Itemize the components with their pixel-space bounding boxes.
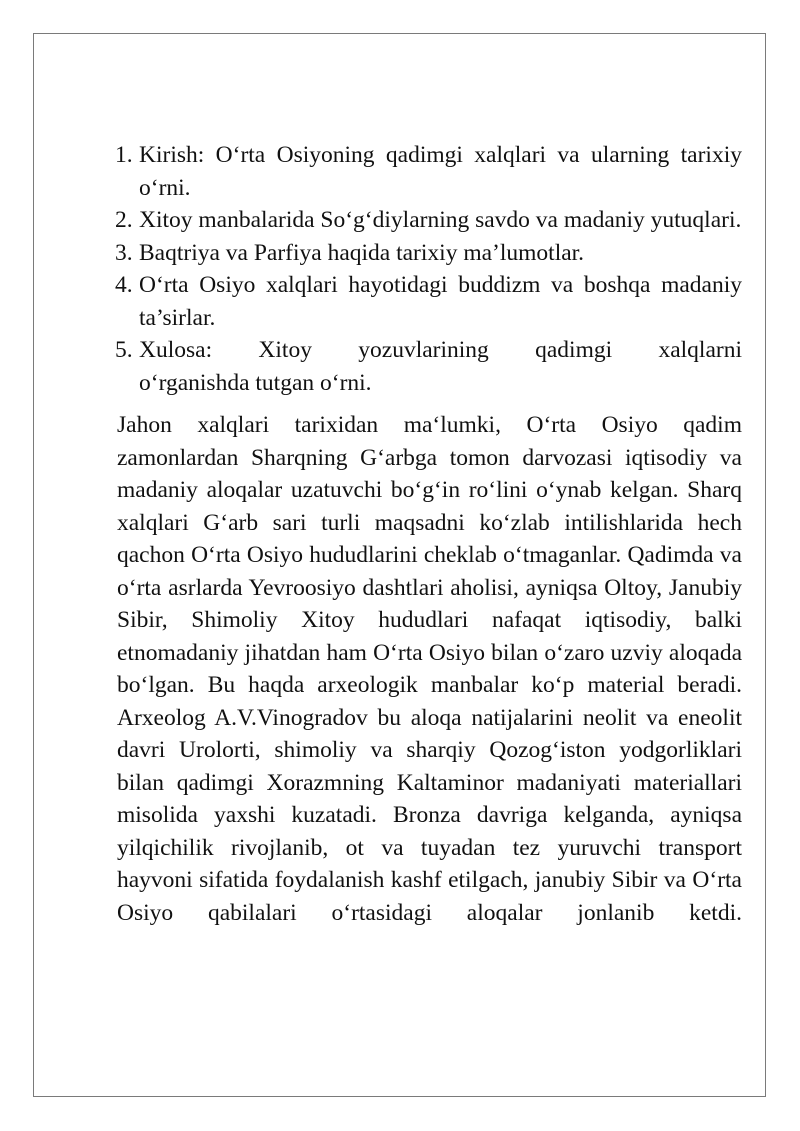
outline-item-number: 4. (115, 272, 133, 298)
outline-item-2 (117, 204, 742, 237)
outline-item-number: 2. (115, 207, 133, 233)
document-content (117, 139, 742, 953)
body-paragraph: Jahon xalqlari tarixidan ma‘lumki, O‘rta Osiyo qadim zamonlardan Sharqning G‘arbga tomon darvozasi iqtisodiy va madaniy aloqalar uzatuvchi bo‘g‘in ro‘lini o‘ynab kelgan. Sharq xalqlari G‘arb sari turli maqsadni ko‘zlab intilishlarida hech qachon O‘rta Osiyo hududlarini cheklab o‘tmaganlar. Qadimda va o‘rta asrlarda Yevroosiyo dashtlari aholisi, ayniqsa Oltoy, Janubiy Sibir, Shimoliy Xitoy hududlari nafaqat iqtisodiy, balki etnomadaniy jihatdan ham O‘rta Osiyo bilan o‘zaro uzviy aloqada bo‘lgan. Bu haqda arxeologik manbalar ko‘p material beradi. Arxeolog A.V.Vinogradov bu aloqa natijalarini neolit va eneolit davri Urolorti, shimoliy va sharqiy Qozog‘iston yodgorliklari bilan qadimgi Xorazmning Kaltaminor madaniyati materiallari misolida yaxshi kuzatadi. Bronza davriga kelganda, ayniqsa yilqichilik rivojlanib, ot va tuyadan tez yuruvchi transport hayvoni sifatida foydalanish kashf etilgach, janubiy Sibir va O‘rta Osiyo qabilalari o‘rtasidagi aloqalar jonlanib ketdi. (117, 412, 742, 926)
outline-item-1 (117, 139, 742, 204)
outline-item-number: 5. (115, 337, 133, 363)
outline-item-4 (117, 269, 742, 334)
outline-item-number: 1. (115, 142, 133, 168)
outline-list (117, 139, 742, 399)
outline-item-text-line1: Xulosa: Xitoy yozuvlarining qadimgi xalqlarni (139, 337, 742, 363)
outline-item-text-line2: o‘rganishda tutgan o‘rni. (139, 369, 372, 396)
outline-item-text: Xitoy manbalarida So‘g‘diylarning savdo va madaniy yutuqlari. (139, 207, 742, 233)
outline-item-number: 3. (115, 239, 133, 266)
outline-item-text: Kirish: O‘rta Osiyoning qadimgi xalqlari va ularning tarixiy o‘rni. (139, 142, 742, 201)
outline-item-text: Baqtriya va Parfiya haqida tarixiy ma’lumotlar. (139, 239, 585, 266)
outline-item-3 (117, 237, 742, 270)
outline-item-text: O‘rta Osiyo xalqlari hayotidagi buddizm va boshqa madaniy ta’sirlar. (139, 272, 742, 331)
outline-item-5 (117, 334, 742, 399)
